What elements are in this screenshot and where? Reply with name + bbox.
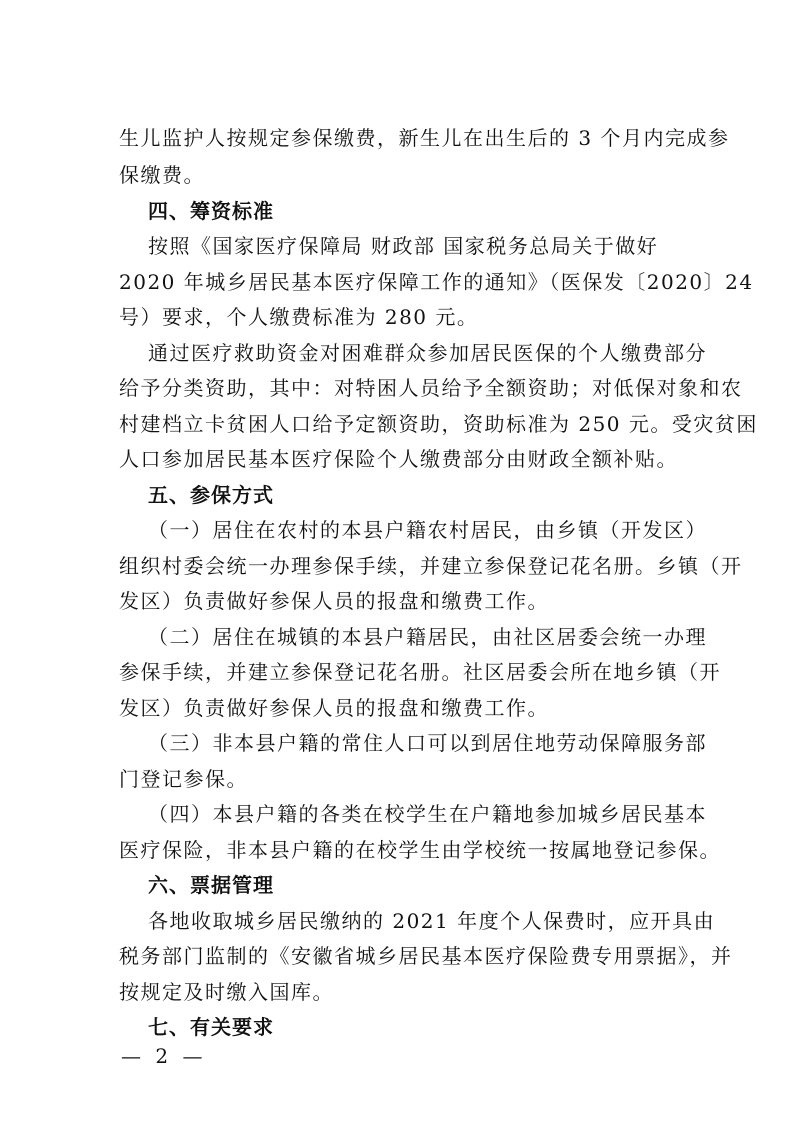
body-text-line: 发区）负责做好参保人员的报盘和缴费工作。 [119,696,549,720]
body-text-line: 人口参加居民基本医疗保险个人缴费部分由财政全额补贴。 [119,447,678,471]
body-text-line: 生儿监护人按规定参保缴费，新生儿在出生后的 3 个月内完成参 [119,126,730,150]
body-text-line: 医疗保险，非本县户籍的在校学生由学校统一按属地登记参保。 [119,838,721,862]
body-text-line: （三）非本县户籍的常住人口可以到居住地劳动保障服务部 [148,731,707,755]
body-text-line: 给予分类资助，其中：对特困人员给予全额资助；对低保对象和农 [119,376,743,400]
body-text-line: 门登记参保。 [119,767,248,791]
body-text-line: 保缴费。 [119,163,205,187]
body-text-line: （二）居住在城镇的本县户籍居民，由社区居委会统一办理 [148,625,707,649]
body-text-line: 组织村委会统一办理参保手续，并建立参保登记花名册。乡镇（开 [119,554,743,578]
section-heading-enrollment-method: 五、参保方式 [148,483,274,507]
body-text-line: 税务部门监制的《安徽省城乡居民基本医疗保险费专用票据》，并 [119,944,733,968]
body-text-line: （一）居住在农村的本县户籍农村居民，由乡镇（开发区） [148,518,707,542]
section-heading-funding-standard: 四、筹资标准 [148,199,274,223]
body-text-line: 村建档立卡贫困人口给予定额资助，资助标准为 250 元。受灾贫困 [119,412,758,436]
body-text-line: 发区）负责做好参保人员的报盘和缴费工作。 [119,589,549,613]
body-text-line: 通过医疗救助资金对困难群众参加居民医保的个人缴费部分 [148,341,707,365]
section-heading-requirements: 七、有关要求 [148,1015,274,1039]
page-number: — 2 — [121,1044,207,1068]
body-text-line: 号）要求，个人缴费标准为 280 元。 [119,305,479,329]
body-text-line: 按规定及时缴入国库。 [119,980,334,1004]
body-text-line: 2020 年城乡居民基本医疗保障工作的通知》（医保发〔2020〕24 [119,270,754,294]
body-text-line: （四）本县户籍的各类在校学生在户籍地参加城乡居民基本 [148,802,707,826]
body-text-line: 各地收取城乡居民缴纳的 2021 年度个人保费时，应开具由 [148,909,716,933]
body-text-line: 参保手续，并建立参保登记花名册。社区居委会所在地乡镇（开 [119,660,721,684]
body-text-line: 按照《国家医疗保障局 财政部 国家税务总局关于做好 [148,234,659,258]
section-heading-receipt-management: 六、票据管理 [148,873,274,897]
